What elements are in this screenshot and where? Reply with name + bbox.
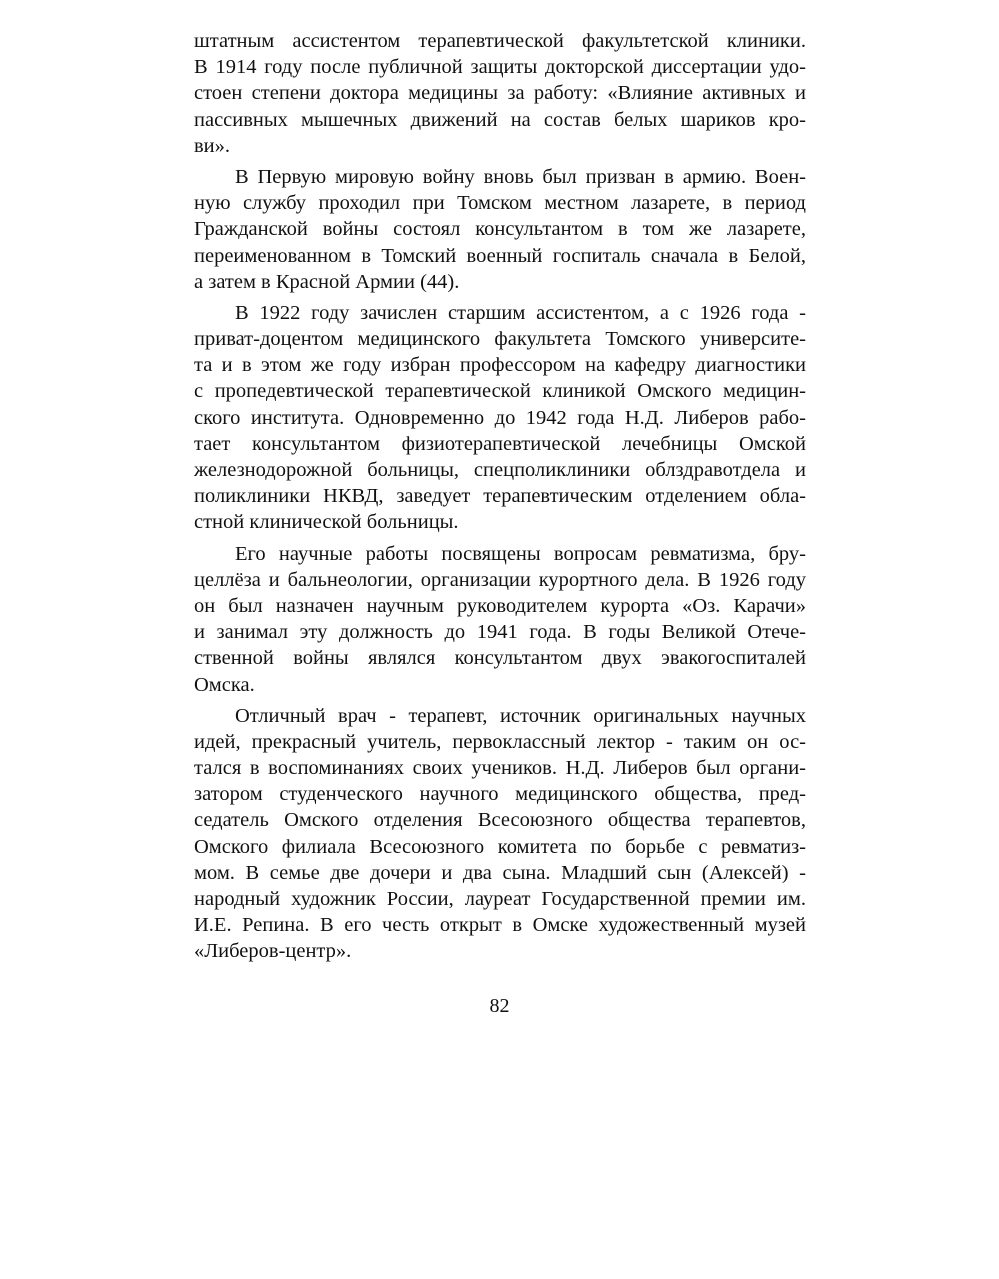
text-line: тает консультантом физиотерапевтической лечебницы Омской [194, 432, 806, 455]
text-line: та и в этом же году избран профессором на кафедру диагностики [194, 354, 806, 377]
text-line: ского института. Одновременно до 1942 года Н.Д. Либеров рабо- [194, 406, 806, 429]
text-line: народный художник России, лауреат Государственной премии им. [194, 888, 806, 910]
text-line: целлёза и бальнеологии, организации курортного дела. В 1926 году [194, 568, 806, 591]
text-line: И.Е. Репина. В его честь открыт в Омске художественный музей [194, 914, 806, 937]
text-line: пассивных мышечных движений на состав белых шариков кро- [194, 108, 806, 131]
text-line: стной клинической больницы. [194, 511, 459, 534]
text-line: Гражданской войны состоял консультантом в том же лазарете, [194, 218, 806, 241]
paragraph-1 [194, 28, 806, 159]
text-line: В Первую мировую войну вновь был призван в армию. Воен- [235, 165, 806, 188]
text-line: затором студенческого научного медицинского общества, пред- [194, 783, 806, 806]
text-line: Его научные работы посвящены вопросам ревматизма, бру- [235, 542, 806, 565]
paragraph-3 [194, 300, 806, 536]
paragraph-4 [194, 541, 806, 698]
text-line: седатель Омского отделения Всесоюзного общества терапевтов, [194, 809, 806, 832]
text-line: мом. В семье две дочери и два сына. Младший сын (Алексей) - [194, 861, 806, 884]
text-line: переименованном в Томский военный госпиталь сначала в Белой, [194, 244, 806, 267]
text-line: тался в воспоминаниях своих учеников. Н.Д. Либеров был органи- [194, 757, 806, 780]
text-line: а затем в Красной Армии (44). [194, 270, 460, 293]
text-line: Омского филиала Всесоюзного комитета по борьбе с ревматиз- [194, 835, 806, 858]
text-line: штатным ассистентом терапевтической факультетской клиники. [194, 30, 806, 52]
text-line: идей, прекрасный учитель, первоклассный лектор - таким он ос- [194, 730, 806, 753]
page-number: 82 [489, 995, 510, 1017]
text-line: приват-доцентом медицинского факультета Томского университе- [194, 328, 806, 351]
page-body [194, 28, 806, 965]
text-line: В 1922 году зачислен старшим ассистентом, а с 1926 года - [235, 301, 806, 324]
text-line: стоен степени доктора медицины за работу: «Влияние активных и [194, 82, 806, 105]
text-line: поликлиники НКВД, заведует терапевтическим отделением обла- [194, 485, 806, 508]
text-line: и занимал эту должность до 1941 года. В годы Великой Отече- [194, 621, 806, 644]
text-line: Отличный врач - терапевт, источник оригинальных научных [235, 704, 806, 727]
text-line: ственной войны являлся консультантом двух эвакогоспиталей [194, 647, 806, 670]
text-line: ную службу проходил при Томском местном лазарете, в период [194, 192, 806, 215]
text-line: он был назначен научным руководителем курорта «Оз. Карачи» [194, 594, 806, 617]
text-line: «Либеров-центр». [194, 940, 352, 963]
text-line: В 1914 году после публичной защиты докторской диссертации удо- [194, 56, 806, 79]
text-line: Омска. [194, 673, 255, 696]
text-line: железнодорожной больницы, спецполиклиники облздравотдела и [194, 459, 806, 481]
text-line: с пропедевтической терапевтической клиникой Омского медицин- [194, 380, 806, 403]
text-line: ви». [194, 134, 231, 157]
paragraph-2 [194, 164, 806, 295]
paragraph-5 [194, 703, 806, 965]
